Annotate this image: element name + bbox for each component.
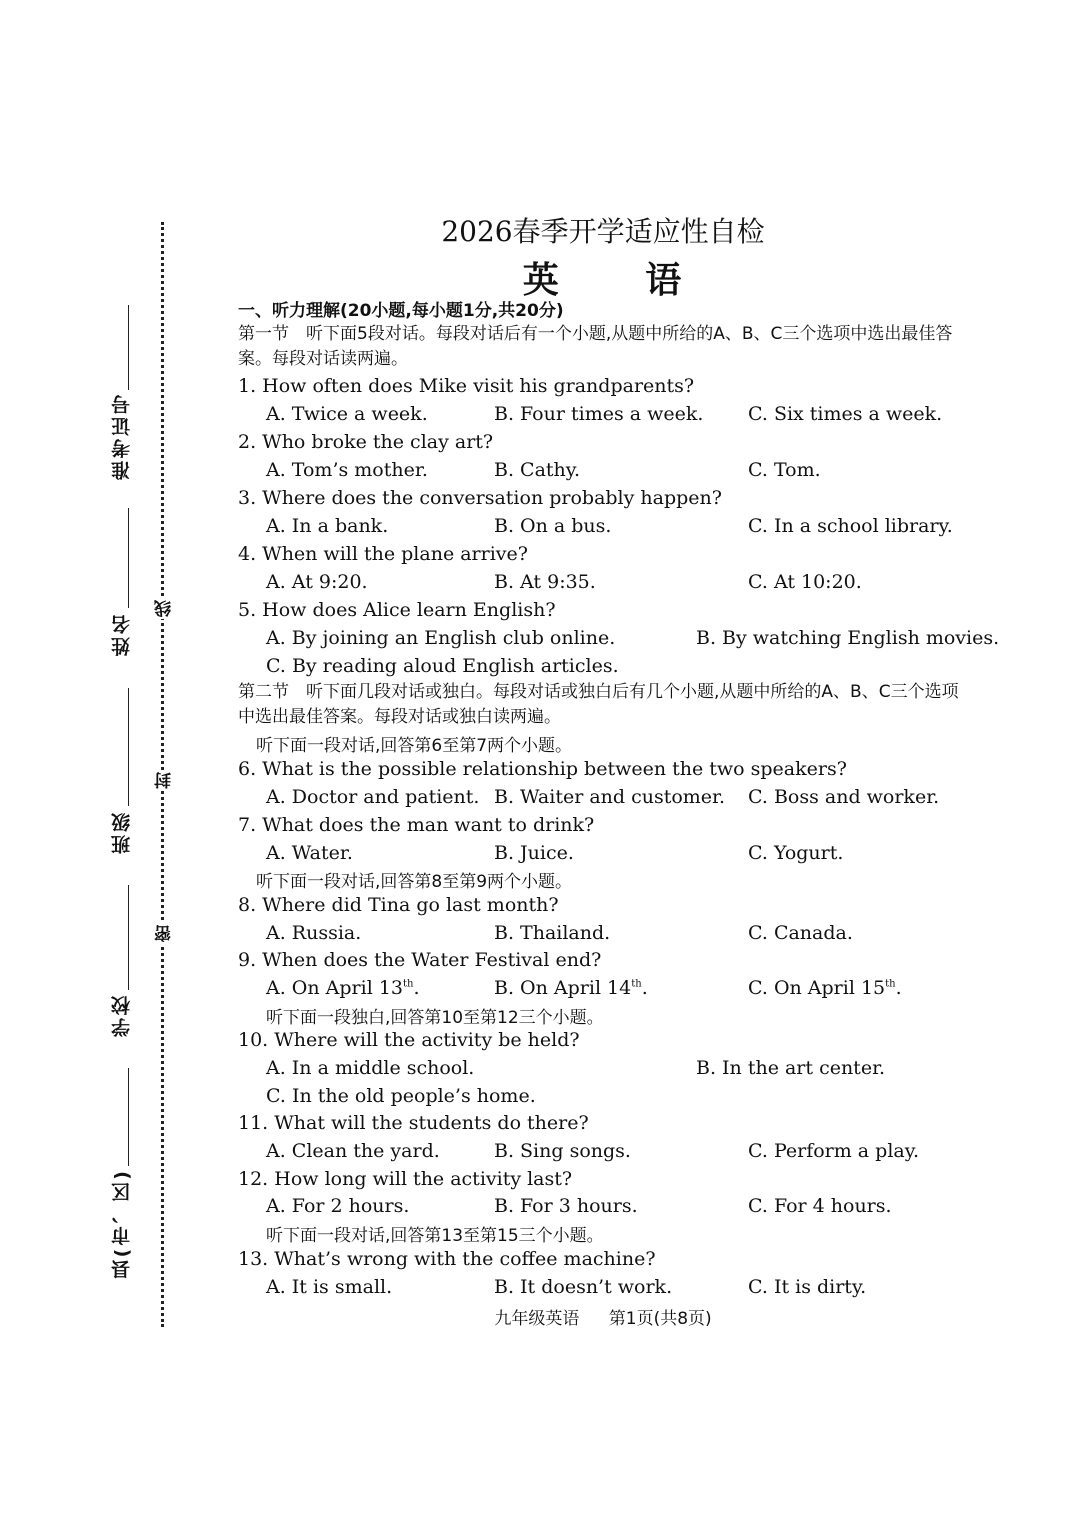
q8-option-a: A. Russia.	[266, 922, 362, 944]
question-7: 7. What does the man want to drink?	[238, 814, 595, 836]
seal-char-line: 线	[152, 598, 177, 619]
question-3: 3. Where does the conversation probably happen?	[238, 487, 722, 509]
q12-option-c: C. For 4 hours.	[748, 1195, 892, 1217]
q1-option-c: C. Six times a week.	[748, 403, 943, 425]
q9-option-a: A. On April 13th.	[266, 977, 420, 999]
q9-option-b: B. On April 14th.	[494, 977, 648, 999]
footer-grade: 九年级英语	[494, 1309, 580, 1329]
subject-title: 英 语	[522, 260, 684, 301]
exam-id-label: 准考证号	[111, 392, 133, 480]
q9-option-c: C. On April 15th.	[748, 977, 902, 999]
part1-heading: 一、听力理解(20小题,每小题1分,共20分)	[238, 301, 564, 321]
question-5: 5. How does Alice learn English?	[238, 599, 556, 621]
q4-option-c: C. At 10:20.	[748, 571, 862, 593]
name-blank	[128, 508, 129, 608]
q11-option-c: C. Perform a play.	[748, 1140, 919, 1162]
q11-option-b: B. Sing songs.	[494, 1140, 631, 1162]
q4-option-a: A. At 9:20.	[266, 571, 368, 593]
class-label: 班级	[111, 810, 133, 854]
q13-option-a: A. It is small.	[266, 1276, 393, 1298]
exam-title: 2026春季开学适应性自检	[441, 215, 765, 248]
county-blank	[128, 1068, 129, 1166]
q3-option-c: C. In a school library.	[748, 515, 953, 537]
q2-option-c: C. Tom.	[748, 459, 821, 481]
q1-option-b: B. Four times a week.	[494, 403, 704, 425]
q1-option-a: A. Twice a week.	[266, 403, 428, 425]
q10-option-c: C. In the old people’s home.	[266, 1085, 536, 1107]
sub-instruction-8-9: 听下面一段对话,回答第8至第9两个小题。	[256, 872, 573, 892]
question-10: 10. Where will the activity be held?	[238, 1029, 580, 1051]
county-label: 县(市、区)	[111, 1168, 133, 1280]
q6-option-b: B. Waiter and customer.	[494, 786, 726, 808]
question-6: 6. What is the possible relationship between the two speakers?	[238, 758, 847, 780]
seal-char-seal: 封	[152, 770, 177, 791]
q6-option-a: A. Doctor and patient.	[266, 786, 480, 808]
q13-option-c: C. It is dirty.	[748, 1276, 867, 1298]
q12-option-b: B. For 3 hours.	[494, 1195, 638, 1217]
school-blank	[128, 885, 129, 990]
question-2: 2. Who broke the clay art?	[238, 431, 494, 453]
question-11: 11. What will the students do there?	[238, 1112, 589, 1134]
q7-option-a: A. Water.	[266, 842, 353, 864]
q6-option-c: C. Boss and worker.	[748, 786, 940, 808]
q5-option-c: C. By reading aloud English articles.	[266, 655, 619, 677]
q8-option-b: B. Thailand.	[494, 922, 611, 944]
q10-option-b: B. In the art center.	[696, 1057, 886, 1079]
exam-id-blank	[128, 305, 129, 390]
q2-option-a: A. Tom’s mother.	[266, 459, 428, 481]
q5-option-a: A. By joining an English club online.	[266, 627, 616, 649]
school-label: 学校	[111, 993, 133, 1037]
q8-option-c: C. Canada.	[748, 922, 853, 944]
q7-option-c: C. Yogurt.	[748, 842, 844, 864]
q12-option-a: A. For 2 hours.	[266, 1195, 410, 1217]
question-9: 9. When does the Water Festival end?	[238, 949, 602, 971]
q3-option-a: A. In a bank.	[266, 515, 389, 537]
page-footer	[238, 1304, 968, 1329]
question-8: 8. Where did Tina go last month?	[238, 894, 559, 916]
name-label: 姓名	[111, 612, 133, 656]
question-13: 13. What’s wrong with the coffee machine?	[238, 1248, 656, 1270]
footer-page-number: 第1页(共8页)	[608, 1309, 712, 1329]
section1-instruction: 第一节 听下面5段对话。每段对话后有一个小题,从题中所给的A、B、C三个选项中选出最佳答案。每段对话读两遍。	[238, 324, 953, 369]
sub-instruction-6-7: 听下面一段对话,回答第6至第7两个小题。	[256, 736, 573, 756]
sub-instruction-13-15: 听下面一段对话,回答第13至第15三个小题。	[266, 1226, 604, 1246]
q2-option-b: B. Cathy.	[494, 459, 581, 481]
q10-option-a: A. In a middle school.	[266, 1057, 475, 1079]
seal-char-secret: 密	[152, 923, 177, 944]
q4-option-b: B. At 9:35.	[494, 571, 596, 593]
section2-instruction: 第二节 听下面几段对话或独白。每段对话或独白后有几个小题,从题中所给的A、B、C三个选项中选出最佳答案。每段对话或独白读两遍。	[238, 682, 959, 727]
question-1: 1. How often does Mike visit his grandparents?	[238, 375, 695, 397]
question-4: 4. When will the plane arrive?	[238, 543, 528, 565]
q7-option-b: B. Juice.	[494, 842, 574, 864]
q11-option-a: A. Clean the yard.	[266, 1140, 440, 1162]
class-blank	[128, 688, 129, 806]
question-12: 12. How long will the activity last?	[238, 1168, 573, 1190]
q3-option-b: B. On a bus.	[494, 515, 612, 537]
sub-instruction-10-12: 听下面一段独白,回答第10至第12三个小题。	[266, 1008, 604, 1028]
q5-option-b: B. By watching English movies.	[696, 627, 1000, 649]
q13-option-b: B. It doesn’t work.	[494, 1276, 673, 1298]
